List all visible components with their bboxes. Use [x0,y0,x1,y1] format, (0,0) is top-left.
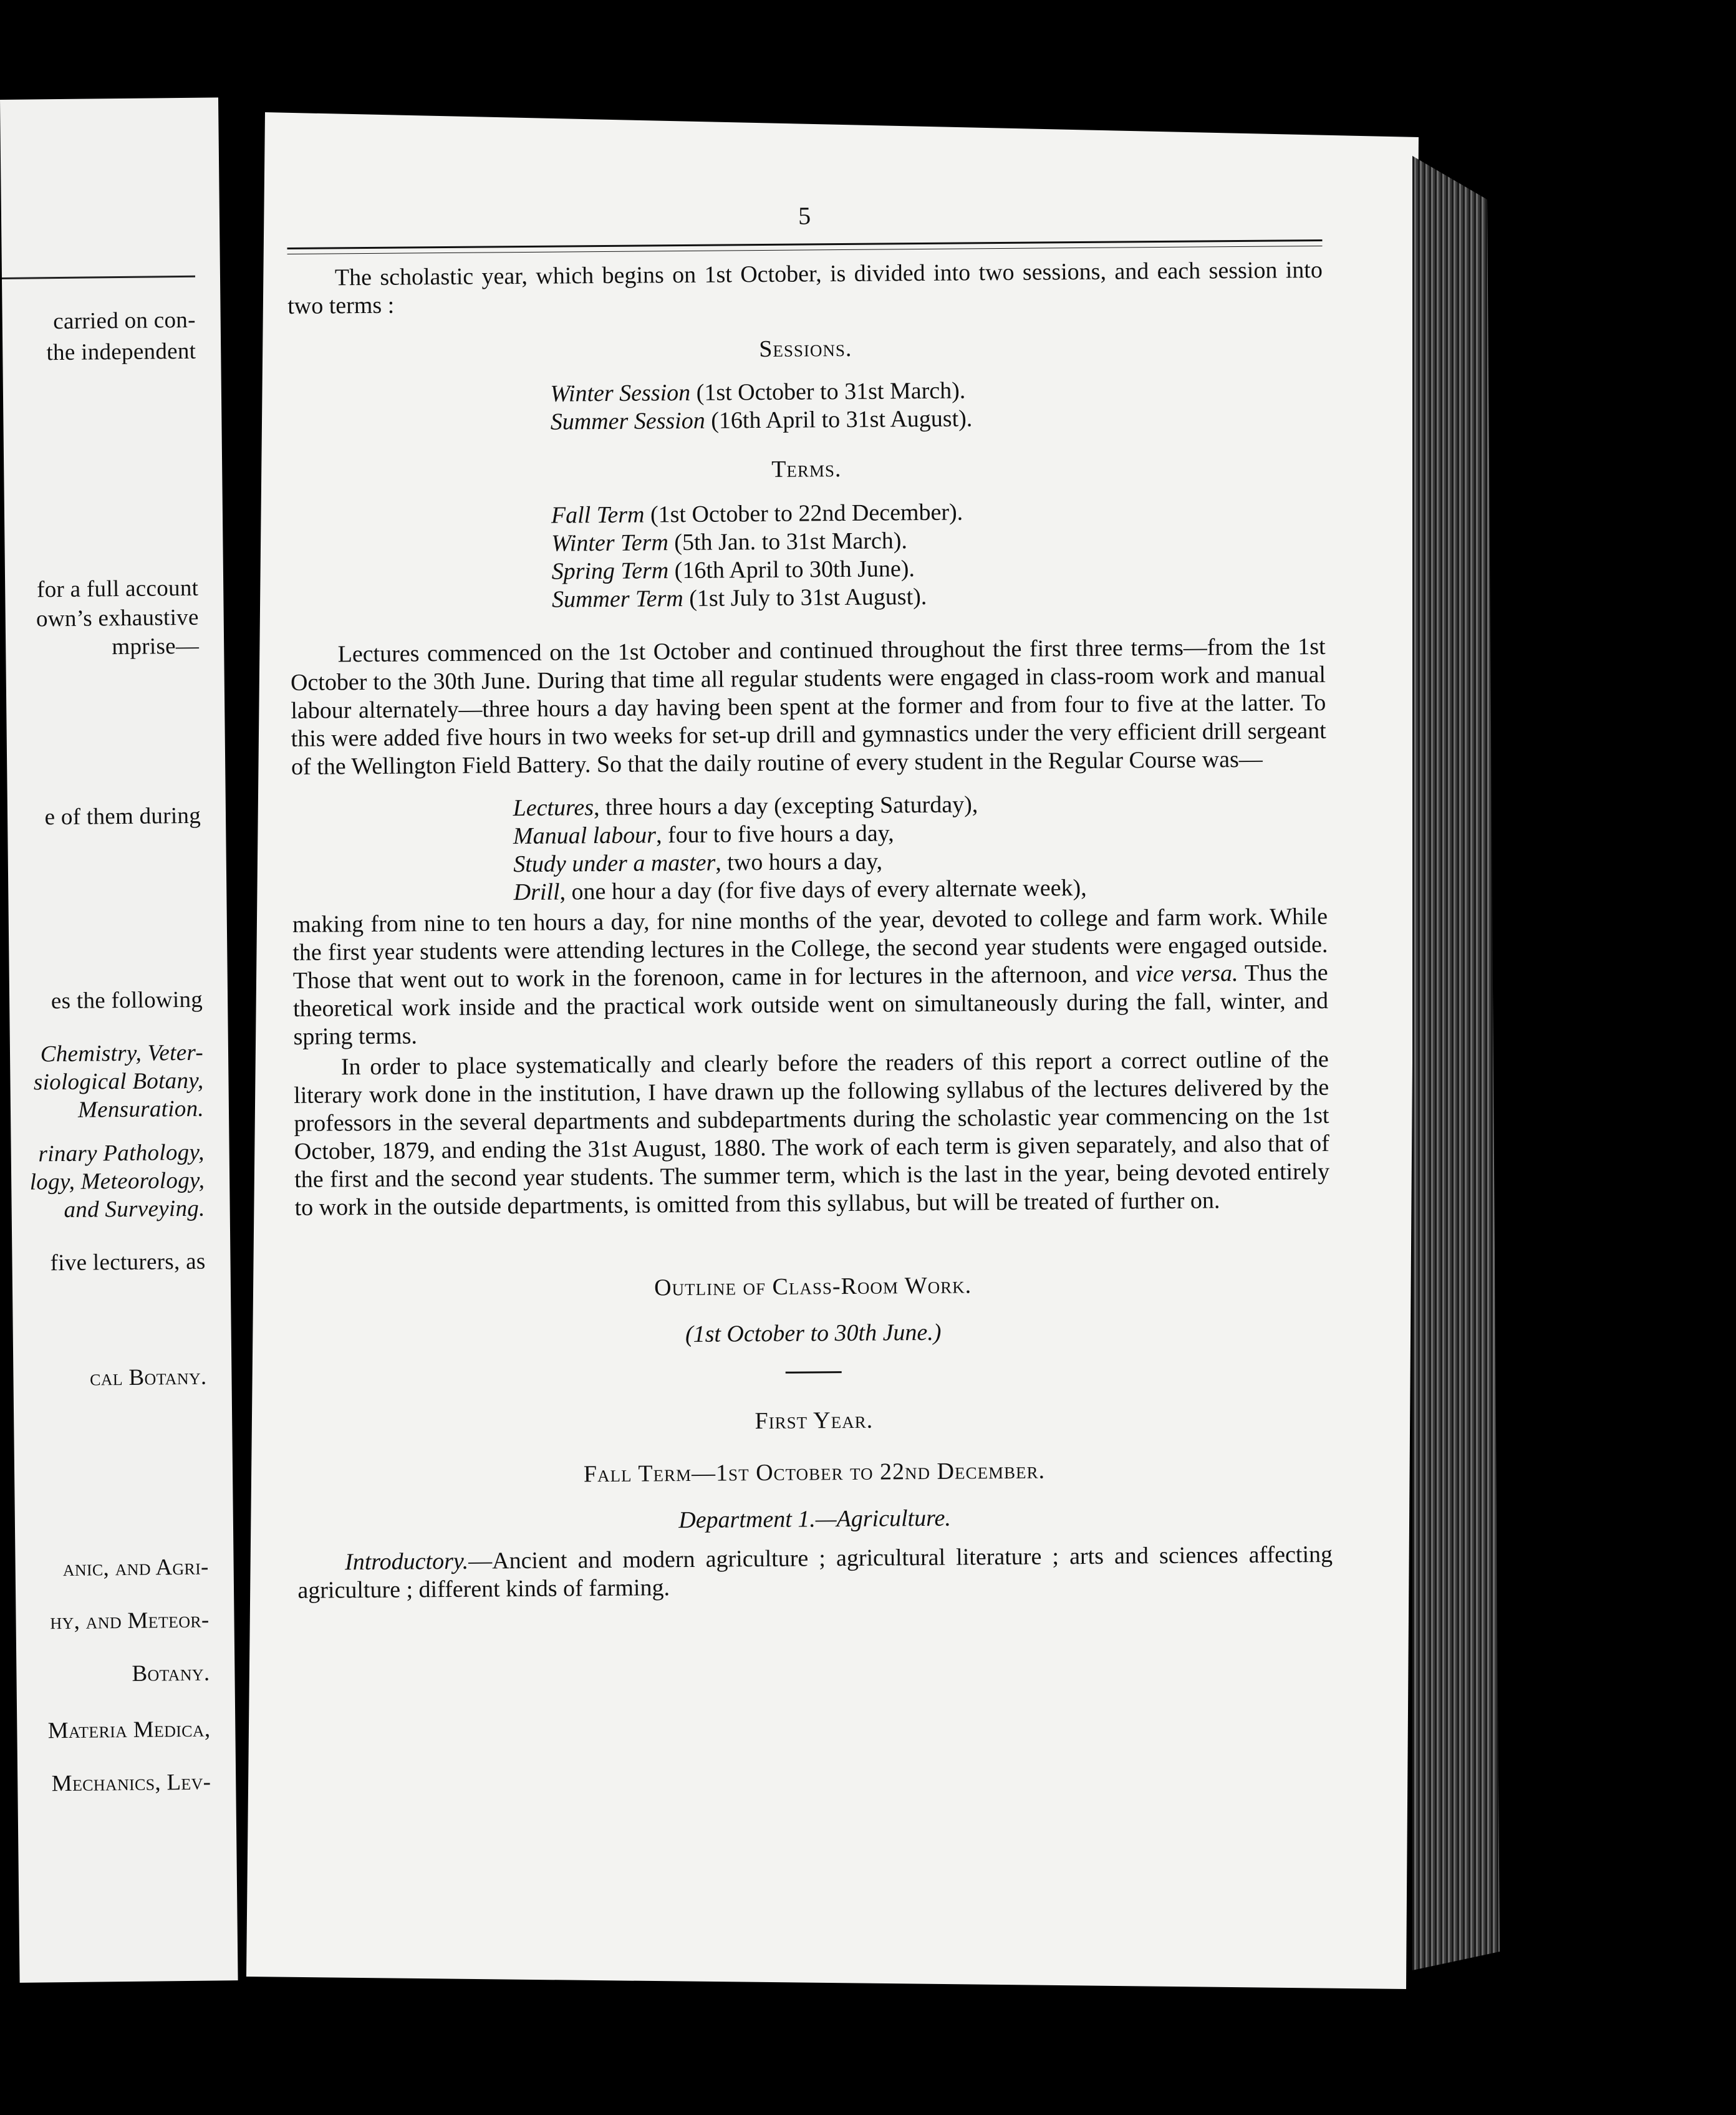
left-page-line: logy, Meteorology, [29,1167,205,1195]
outline-subheading: (1st October to 30th June.) [685,1319,942,1348]
left-page-line: siological Botany, [33,1067,204,1096]
left-page-line: Mensuration. [77,1096,205,1123]
left-page-rule [2,276,195,279]
left-page-line: five lecturers, as [50,1248,206,1276]
fall-term-heading: Fall Term—1st October to 22nd December. [583,1457,1046,1488]
book-page-edges [1412,156,1506,1970]
routine-text: , one hour a day (for five days of every alternate week), [559,874,1087,905]
left-page-line: Botany. [132,1660,210,1687]
term-dates: (1st October to 22nd December). [644,499,963,528]
left-page-strip [0,97,238,1982]
left-page-line: anic, and Agri- [62,1554,209,1582]
left-page-line: own’s exhaustive [36,604,199,632]
routine-label: Manual labour [513,822,657,850]
lectures-paragraph: Lectures commenced on the 1st October and continued throughout the first three terms—from the 1st October to the 30th June. During that time all regular students were engaged in class-room work and manual labour alternately—three hours a day having been spent at the former and from four to five at the latter. To this were added five hours in two weeks for set-up drill and gymnastics under the very efficient drill sergeant of the Wellington Field Battery. So that the daily routine of every student in the Regular Course was— [290,633,1326,780]
session-dates: (16th April to 31st August). [705,405,973,434]
left-page-line: and Surveying. [64,1195,205,1223]
routine-label: Drill [513,879,560,906]
term-dates: (5th Jan. to 31st March). [668,528,908,556]
left-page-line: hy, and Meteor- [50,1607,210,1635]
term-name: Fall Term [551,501,645,529]
routine-text: , four to five hours a day, [655,820,894,849]
left-page-line: es the following [51,986,203,1014]
first-year-heading: First Year. [755,1407,874,1435]
introductory-label: Introductory. [344,1548,469,1576]
left-page-line: the independent [46,338,196,366]
routine-label: Lectures [513,794,594,822]
order-paragraph: In order to place systematically and clearly before the readers of this report a correct outline of the literary work done in the institution, I have drawn up the following syllabus of the lectures delivered by the professors in the several departments and subdepartments during the scholastic year commencing on the 1st October, 1879, and ending the 31st August, 1880. The work of each term is given separately, and also that of the first and the second year students. The summer term, which is the last in the year, being devoted entirely to work in the outside departments, is omitted from this syllabus, but will be treated of further on. [294,1046,1330,1221]
sessions-heading: Sessions. [759,335,852,363]
left-page-line: carried on con- [53,307,196,335]
daily-routine-list [291,788,1327,908]
term-name: Winter Term [551,529,669,557]
terms-heading: Terms. [771,456,842,483]
terms-list [289,496,1325,616]
session-dates: (1st October to 31st March). [690,377,966,406]
left-page-line: Materia Medica, [47,1716,211,1744]
section-divider [786,1371,842,1374]
session-name: Winter Session [550,379,691,407]
department-heading: Department 1.—Agriculture. [678,1505,952,1534]
making-paragraph [292,903,1329,1051]
routine-text: , three hours a day (excepting Saturday), [593,791,978,821]
routine-text: , two hours a day, [715,848,883,876]
left-page-line: mprise— [112,633,200,660]
page-number: 5 [798,201,811,230]
vice-versa: vice versa. [1136,960,1238,988]
making-text-b: Thus the theoretical work inside and the practical work outside went on simultaneously during the fall, winter, and spring terms. [292,959,1329,1050]
left-page-line: e of them during [44,802,201,831]
outline-heading: Outline of Class-Room Work. [653,1272,972,1301]
intro-paragraph: The scholastic year, which begins on 1st October, is divided into two sessions, and each session into two terms : [287,256,1323,319]
left-page-line: Chemistry, Veter- [40,1039,204,1067]
left-page-line: for a full account [36,575,199,603]
making-text-a: making from nine to ten hours a day, for nine months of the year, devoted to college and farm work. While the first year students were attending lectures in the College, the second year students were engaged outside. Those that went out to work in the forenoon, came in for lectures in the afternoon, and [292,903,1328,994]
left-page-line: Mechanics, Lev- [51,1769,211,1797]
sessions-list [288,374,1324,438]
header-rule [287,239,1323,249]
left-page-line: rinary Pathology, [38,1139,205,1167]
term-dates: (16th April to 30th June). [668,556,915,584]
term-dates: (1st July to 31st August). [683,583,927,612]
term-name: Spring Term [551,557,669,585]
session-name: Summer Session [550,407,705,435]
left-page-line: cal Botany. [89,1364,207,1391]
routine-label: Study under a master [513,849,716,878]
page-content [287,198,1333,1605]
introductory-paragraph [297,1541,1333,1605]
introductory-text: —Ancient and modern agriculture ; agricultural literature ; arts and sciences affecting agriculture ; different kinds of farming. [297,1541,1333,1604]
term-name: Summer Term [551,585,683,613]
